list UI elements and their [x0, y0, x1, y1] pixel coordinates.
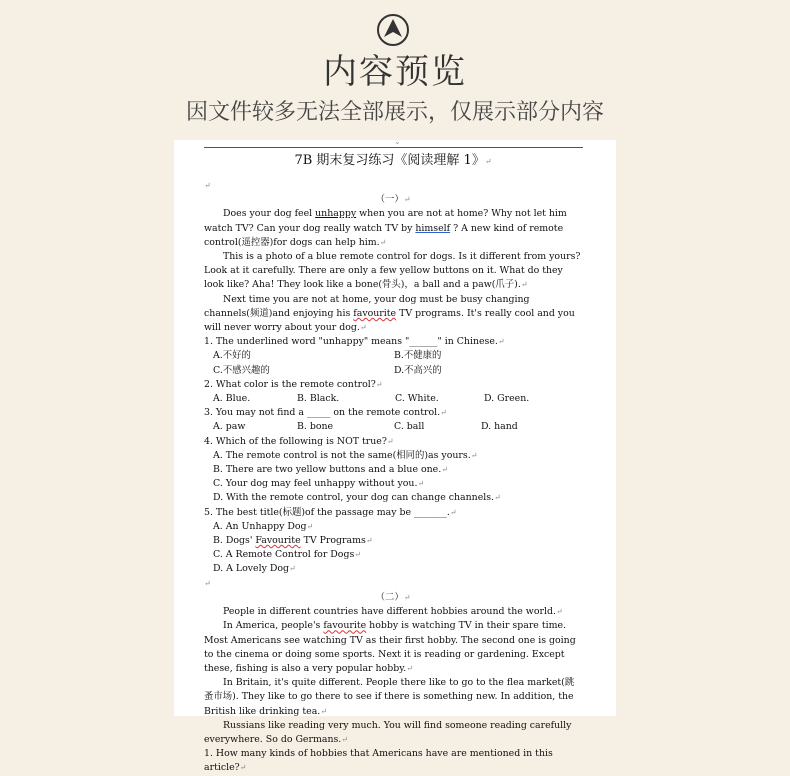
question: 4. Which of the following is NOT true?↵ — [204, 435, 394, 447]
paragraph: Does your dog feel unhappy when you are not at home? Why not let him watch TV? Can your dog really watch TV by himself ? A new kind of remote control(遥控器)for dogs can help him.↵ — [204, 208, 567, 248]
header-rule — [204, 147, 583, 148]
arrow-circle-logo — [376, 13, 410, 47]
paragraph: This is a photo of a blue remote control for dogs. Is it different from yours? Look at it carefully. There are only a few yellow buttons on it. What do they look like? Aha! They look like a bone(骨头)，a ball and a paw(爪子).↵ — [204, 251, 581, 291]
document-body — [204, 150, 582, 776]
question: 1. How many kinds of hobbies that Americans have are mentioned in this article?↵ — [204, 748, 553, 774]
empty-line: ↵ — [204, 181, 211, 190]
option: C. Your dog may feel unhappy without you.↵ — [213, 478, 425, 490]
option: D. A Lovely Dog↵ — [213, 563, 296, 575]
option: A. The remote control is not the same(相同的)as yours.↵ — [213, 449, 478, 461]
document-title: 7B 期末复习练习《阅读理解 1》↵ — [294, 153, 492, 168]
option: B. Dogs' Favourite TV Programs↵ — [213, 535, 373, 547]
paragraph: Russians like reading very much. You will find someone reading carefully everywhere. So do Germans.↵ — [204, 719, 572, 745]
section-heading: （二）↵ — [375, 591, 411, 603]
paragraph: Next time you are not at home, your dog must be busy changing channels(频道)and enjoying his favourite TV programs. It's really cool and you will never worry about your dog.↵ — [204, 293, 575, 334]
question: 3. You may not find a _____ on the remote control.↵ — [204, 407, 447, 419]
page-title: 内容预览 — [323, 52, 467, 92]
question: 5. The best title(标题)of the passage may be _______.↵ — [204, 506, 457, 518]
page-subtitle: 因文件较多无法全部展示，仅展示部分内容 — [185, 100, 604, 125]
paragraph: In Britain, it's quite different. People there like to go to the flea market(跳蚤市场). They like to go there to see if there is something new. In addition, the British like drinking tea.↵ — [204, 677, 575, 717]
question: 2. What color is the remote control?↵ — [204, 378, 383, 390]
options-row: A.不好的 B.不健康的 — [213, 350, 442, 362]
question: 1. The underlined word "unhappy" means "______" in Chinese.↵ — [204, 336, 505, 348]
options-row: A. Blue. B. Black. C. White. D. Green. — [213, 393, 530, 405]
option: C. A Remote Control for Dogs↵ — [213, 549, 361, 561]
option: D. With the remote control, your dog can change channels.↵ — [213, 492, 501, 504]
option: A. An Unhappy Dog↵ — [213, 520, 314, 532]
page-break-mark: ⌄ — [394, 137, 401, 146]
options-row: C.不感兴趣的 D.不高兴的 — [213, 364, 442, 376]
paragraph: People in different countries have different hobbies around the world.↵ — [223, 606, 563, 618]
paragraph: In America, people's favourite hobby is watching TV in their spare time. Most Americans see watching TV as their first hobby. The second one is going to the cinema or doing some sports. Next it is reading or gardening. Except these, fishing is also a very popular hobby.↵ — [204, 620, 576, 674]
option: B. There are two yellow buttons and a blue one.↵ — [213, 464, 448, 476]
options-row: A. paw B. bone C. ball D. hand — [213, 421, 518, 433]
document-preview — [174, 137, 616, 774]
empty-line: ↵ — [204, 578, 211, 588]
section-heading: （一）↵ — [375, 194, 411, 206]
